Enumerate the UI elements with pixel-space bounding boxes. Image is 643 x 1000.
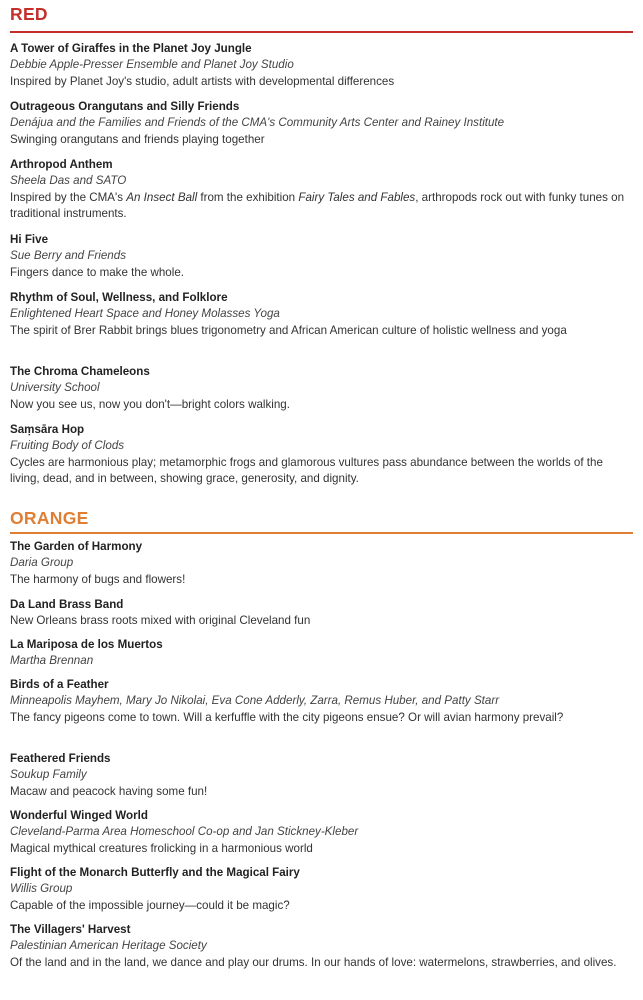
entry-title: Feathered Friends	[10, 752, 111, 765]
entry-description: Cycles are harmonious play; metamorphic frogs and glamorous vultures pass abundance between the worlds of the living, dead, and in between, showing grace, generosity, and dignity.	[10, 455, 603, 485]
entry-wonderful-winged-world	[10, 808, 631, 857]
entry-rhythm-of-soul	[10, 290, 631, 339]
entry-description: Now you see us, now you don't—bright colors walking.	[10, 397, 290, 411]
entry-tower-of-giraffes	[10, 41, 631, 90]
entry-title: The Garden of Harmony	[10, 540, 143, 553]
entry-title: Wonderful Winged World	[10, 809, 148, 822]
entry-artists: University School	[10, 381, 100, 395]
entry-title: Outrageous Orangutans and Silly Friends	[10, 100, 240, 113]
entry-title: Hi Five	[10, 233, 49, 246]
entry-description: Of the land and in the land, we dance and play our drums. In our hands of love: watermelons, strawberries, and olives.	[10, 955, 617, 969]
entry-artists: Debbie Apple-Presser Ensemble and Planet Joy Studio	[10, 58, 294, 72]
section-divider-red	[10, 31, 633, 33]
entry-title: Da Land Brass Band	[10, 598, 124, 611]
entry-la-mariposa	[10, 637, 631, 670]
entry-title: La Mariposa de los Muertos	[10, 638, 163, 651]
entry-outrageous-orangutans	[10, 99, 631, 148]
entry-description: The harmony of bugs and flowers!	[10, 572, 186, 586]
entry-title: A Tower of Giraffes in the Planet Joy Jungle	[10, 42, 252, 55]
entry-artists: Palestinian American Heritage Society	[10, 939, 207, 953]
entry-arthropod-anthem	[10, 157, 631, 222]
entry-artists: Soukup Family	[10, 768, 87, 782]
entry-description: The spirit of Brer Rabbit brings blues trigonometry and African American culture of holistic wellness and yoga	[10, 323, 567, 337]
entry-description: Swinging orangutans and friends playing together	[10, 132, 265, 146]
entry-artists: Fruiting Body of Clods	[10, 439, 125, 453]
entry-title: The Villagers' Harvest	[10, 923, 131, 936]
entry-samsara-hop	[10, 422, 631, 487]
entry-artists: Daria Group	[10, 556, 74, 570]
section-title-orange: ORANGE	[10, 508, 89, 528]
entry-artists: Cleveland-Parma Area Homeschool Co-op and Jan Stickney-Kleber	[10, 825, 359, 839]
entry-description: The fancy pigeons come to town. Will a kerfuffle with the city pigeons ensue? Or will avian harmony prevail?	[10, 710, 564, 724]
entry-artists: Sue Berry and Friends	[10, 249, 126, 263]
section-title-red: RED	[10, 4, 48, 24]
entry-artists: Martha Brennan	[10, 654, 94, 668]
entry-description: Macaw and peacock having some fun!	[10, 784, 208, 798]
entry-title: Arthropod Anthem	[10, 158, 113, 171]
entry-feathered-friends	[10, 751, 631, 800]
entry-artists: Enlightened Heart Space and Honey Molasses Yoga	[10, 307, 280, 321]
entry-description: Inspired by the CMA's An Insect Ball from the exhibition Fairy Tales and Fables, arthropods rock out with funky tunes on traditional instruments.	[10, 190, 625, 220]
entry-artists: Minneapolis Mayhem, Mary Jo Nikolai, Eva Cone Adderly, Zarra, Remus Huber, and Patty Starr	[10, 694, 500, 708]
entry-description: Magical mythical creatures frolicking in a harmonious world	[10, 841, 313, 855]
entry-title: Rhythm of Soul, Wellness, and Folklore	[10, 291, 228, 304]
entry-description: Inspired by Planet Joy's studio, adult artists with developmental differences	[10, 74, 395, 88]
entry-birds-of-a-feather	[10, 677, 631, 726]
entry-title: The Chroma Chameleons	[10, 365, 150, 378]
entry-chroma-chameleons	[10, 364, 631, 413]
entry-description: Fingers dance to make the whole.	[10, 265, 185, 279]
entry-title: Flight of the Monarch Butterfly and the Magical Fairy	[10, 866, 300, 879]
entry-da-land-brass-band	[10, 597, 631, 630]
entry-villagers-harvest	[10, 922, 631, 971]
entry-artists: Willis Group	[10, 882, 73, 896]
entry-title: Birds of a Feather	[10, 678, 109, 691]
entry-flight-of-the-monarch	[10, 865, 631, 914]
entry-description: Capable of the impossible journey—could it be magic?	[10, 898, 290, 912]
entry-hi-five	[10, 232, 631, 281]
entry-artists: Sheela Das and SATO	[10, 174, 127, 188]
entry-garden-of-harmony	[10, 539, 631, 588]
entry-artists: Denájua and the Families and Friends of the CMA's Community Arts Center and Rainey Institute	[10, 116, 505, 130]
entry-title: Saṃsāra Hop	[10, 423, 85, 436]
section-divider-orange	[10, 532, 633, 534]
entry-description: New Orleans brass roots mixed with original Cleveland fun	[10, 614, 311, 628]
